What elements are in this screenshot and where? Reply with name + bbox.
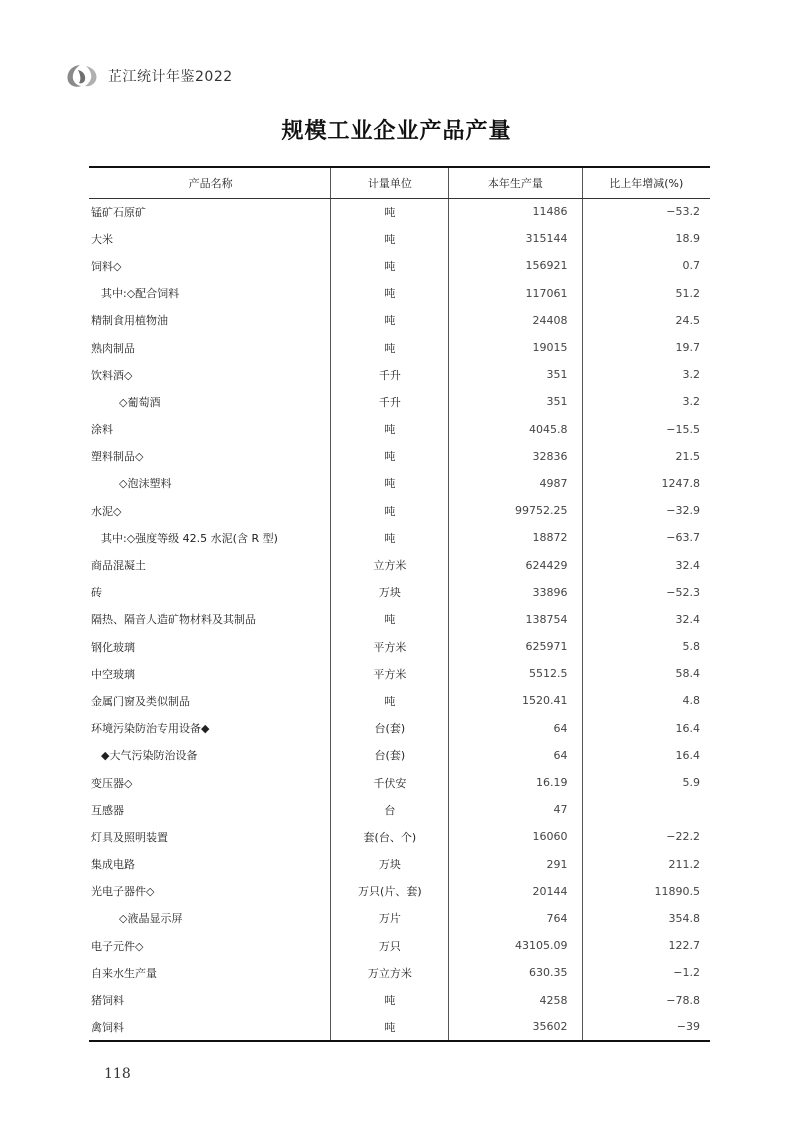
product-name-cell: 禽饲料 xyxy=(89,1014,331,1041)
product-name-cell: 饲料◇ xyxy=(91,259,122,273)
growth-cell: 1247.8 xyxy=(582,470,710,497)
growth-cell: 354.8 xyxy=(582,905,710,932)
growth-cell: 122.7 xyxy=(582,932,710,959)
product-name-cell: 砖 xyxy=(91,586,102,600)
table-row xyxy=(89,252,710,279)
unit-cell: 吨 xyxy=(331,443,449,470)
column-header-unit: 计量单位 xyxy=(331,167,449,198)
output-cell: 20144 xyxy=(449,878,582,905)
output-cell: 35602 xyxy=(449,1014,582,1041)
growth-cell: 4.8 xyxy=(582,687,710,714)
table-row xyxy=(89,769,710,796)
column-header-growth: 比上年增减(%) xyxy=(582,167,710,198)
table-body xyxy=(89,198,710,1041)
product-output-table xyxy=(89,166,710,1042)
output-cell: 630.35 xyxy=(449,959,582,986)
unit-cell: 千升 xyxy=(331,361,449,388)
unit-cell: 立方米 xyxy=(331,551,449,578)
output-cell: 138754 xyxy=(449,606,582,633)
product-name-cell: 锰矿石原矿 xyxy=(91,205,146,219)
product-name-cell: 大米 xyxy=(91,232,113,246)
unit-cell: 千升 xyxy=(331,388,449,415)
product-name-cell: 水泥◇ xyxy=(91,504,122,518)
output-cell: 156921 xyxy=(449,252,582,279)
growth-cell: 19.7 xyxy=(582,334,710,361)
table-row xyxy=(89,715,710,742)
growth-cell: −63.7 xyxy=(582,524,710,551)
growth-cell: 5.8 xyxy=(582,633,710,660)
unit-cell: 万立方米 xyxy=(331,959,449,986)
product-name-cell: 其中:◇强度等级 42.5 水泥(含 R 型) xyxy=(101,531,278,545)
product-name-cell: 电子元件◇ xyxy=(91,939,144,953)
growth-cell: −1.2 xyxy=(582,959,710,986)
output-cell: 33896 xyxy=(449,579,582,606)
unit-cell: 吨 xyxy=(331,280,449,307)
table-row xyxy=(89,551,710,578)
growth-cell: 3.2 xyxy=(582,388,710,415)
unit-cell: 吨 xyxy=(331,252,449,279)
product-name-cell: 变压器◇ xyxy=(91,776,133,790)
product-name-cell: 隔热、隔音人造矿物材料及其制品 xyxy=(91,613,256,627)
table-row xyxy=(89,198,710,225)
unit-cell: 吨 xyxy=(331,198,449,225)
output-cell: 18872 xyxy=(449,524,582,551)
unit-cell: 台(套) xyxy=(331,742,449,769)
growth-cell: −39 xyxy=(582,1014,710,1041)
growth-cell: −53.2 xyxy=(582,198,710,225)
unit-cell: 万只(片、套) xyxy=(331,878,449,905)
table-row xyxy=(89,959,710,986)
table-row xyxy=(89,307,710,334)
growth-cell: 24.5 xyxy=(582,307,710,334)
unit-cell: 吨 xyxy=(331,524,449,551)
table-header-row xyxy=(89,167,710,198)
unit-cell: 吨 xyxy=(331,687,449,714)
product-name-cell: 塑料制品◇ xyxy=(91,450,144,464)
output-cell: 764 xyxy=(449,905,582,932)
growth-cell: 16.4 xyxy=(582,715,710,742)
product-name-cell: 光电子器件◇ xyxy=(91,885,155,899)
growth-cell: −15.5 xyxy=(582,416,710,443)
unit-cell: 万块 xyxy=(331,851,449,878)
table-row xyxy=(89,687,710,714)
unit-cell: 吨 xyxy=(331,986,449,1013)
table-row xyxy=(89,361,710,388)
product-name-cell: 金属门窗及类似制品 xyxy=(91,694,190,708)
table-row xyxy=(89,878,710,905)
unit-cell: 吨 xyxy=(331,470,449,497)
product-name-cell: 灯具及照明装置 xyxy=(91,830,168,844)
table-row xyxy=(89,470,710,497)
unit-cell: 吨 xyxy=(331,416,449,443)
growth-cell: 32.4 xyxy=(582,606,710,633)
output-cell: 47 xyxy=(449,796,582,823)
output-cell: 315144 xyxy=(449,225,582,252)
product-name-cell: ◇葡萄酒 xyxy=(119,395,161,409)
growth-cell: −32.9 xyxy=(582,497,710,524)
unit-cell: 吨 xyxy=(331,225,449,252)
column-header-name: 产品名称 xyxy=(89,167,331,198)
page-title: 规模工业企业产品产量 xyxy=(281,118,512,144)
product-name-cell: ◆大气污染防治设备 xyxy=(101,749,198,763)
output-cell: 291 xyxy=(449,851,582,878)
product-name-cell: 精制食用植物油 xyxy=(91,314,168,328)
unit-cell: 套(台、个) xyxy=(331,823,449,850)
product-name-cell: 其中:◇配合饲料 xyxy=(101,287,180,301)
table-row xyxy=(89,388,710,415)
output-cell: 351 xyxy=(449,388,582,415)
unit-cell: 平方米 xyxy=(331,660,449,687)
output-cell: 16060 xyxy=(449,823,582,850)
growth-cell: 51.2 xyxy=(582,280,710,307)
growth-cell: 11890.5 xyxy=(582,878,710,905)
product-name-cell: 猪饲料 xyxy=(91,994,124,1008)
output-cell: 117061 xyxy=(449,280,582,307)
product-name-cell: 钢化玻璃 xyxy=(91,640,135,654)
growth-cell: 0.7 xyxy=(582,252,710,279)
growth-cell: 3.2 xyxy=(582,361,710,388)
unit-cell: 吨 xyxy=(331,1014,449,1041)
growth-cell: 5.9 xyxy=(582,769,710,796)
output-cell: 4258 xyxy=(449,986,582,1013)
output-cell: 64 xyxy=(449,742,582,769)
output-cell: 16.19 xyxy=(449,769,582,796)
running-header xyxy=(64,62,233,90)
growth-cell: −22.2 xyxy=(582,823,710,850)
output-cell: 99752.25 xyxy=(449,497,582,524)
growth-cell xyxy=(582,796,710,823)
table-row xyxy=(89,225,710,252)
growth-cell: 58.4 xyxy=(582,660,710,687)
table-row xyxy=(89,524,710,551)
product-name-cell: 集成电路 xyxy=(91,858,135,872)
output-cell: 624429 xyxy=(449,551,582,578)
output-cell: 351 xyxy=(449,361,582,388)
output-cell: 24408 xyxy=(449,307,582,334)
unit-cell: 吨 xyxy=(331,334,449,361)
table-row xyxy=(89,416,710,443)
unit-cell: 吨 xyxy=(331,606,449,633)
product-name-cell: 环境污染防治专用设备◆ xyxy=(91,722,210,736)
output-cell: 32836 xyxy=(449,443,582,470)
output-cell: 11486 xyxy=(449,198,582,225)
product-name-cell: 涂料 xyxy=(91,423,113,437)
growth-cell: 211.2 xyxy=(582,851,710,878)
table-row xyxy=(89,660,710,687)
page-number: 118 xyxy=(104,1066,131,1082)
growth-cell: 16.4 xyxy=(582,742,710,769)
product-name-cell: 中空玻璃 xyxy=(91,667,135,681)
table-row xyxy=(89,497,710,524)
output-cell: 43105.09 xyxy=(449,932,582,959)
output-cell: 5512.5 xyxy=(449,660,582,687)
book-title: 芷江统计年鉴2022 xyxy=(108,69,233,85)
unit-cell: 万只 xyxy=(331,932,449,959)
growth-cell: 32.4 xyxy=(582,551,710,578)
unit-cell: 万块 xyxy=(331,579,449,606)
growth-cell: −52.3 xyxy=(582,579,710,606)
output-cell: 4045.8 xyxy=(449,416,582,443)
growth-cell: −78.8 xyxy=(582,986,710,1013)
output-cell: 625971 xyxy=(449,633,582,660)
product-name-cell: 互感器 xyxy=(91,803,124,817)
product-name-cell: ◇泡沫塑料 xyxy=(119,477,172,491)
output-cell: 4987 xyxy=(449,470,582,497)
product-name-cell: 熟肉制品 xyxy=(91,341,135,355)
table-row xyxy=(89,280,710,307)
product-name-cell: 商品混凝土 xyxy=(91,559,146,573)
product-name-cell: 自来水生产量 xyxy=(91,966,157,980)
unit-cell: 平方米 xyxy=(331,633,449,660)
unit-cell: 台(套) xyxy=(331,715,449,742)
table-row xyxy=(89,796,710,823)
column-header-output: 本年生产量 xyxy=(449,167,582,198)
growth-cell: 18.9 xyxy=(582,225,710,252)
unit-cell: 万片 xyxy=(331,905,449,932)
unit-cell: 千伏安 xyxy=(331,769,449,796)
table-row xyxy=(89,1014,710,1041)
output-cell: 1520.41 xyxy=(449,687,582,714)
growth-cell: 21.5 xyxy=(582,443,710,470)
table-row xyxy=(89,823,710,850)
table-row xyxy=(89,905,710,932)
product-name-cell: ◇液晶显示屏 xyxy=(119,912,183,926)
table-row xyxy=(89,986,710,1013)
unit-cell: 吨 xyxy=(331,497,449,524)
yearbook-logo-icon xyxy=(64,62,102,90)
output-cell: 19015 xyxy=(449,334,582,361)
table-row xyxy=(89,334,710,361)
table-row xyxy=(89,443,710,470)
output-cell: 64 xyxy=(449,715,582,742)
table-row xyxy=(89,633,710,660)
product-name-cell: 饮料酒◇ xyxy=(91,368,133,382)
table-row xyxy=(89,932,710,959)
unit-cell: 吨 xyxy=(331,307,449,334)
table-row xyxy=(89,606,710,633)
table-row xyxy=(89,579,710,606)
unit-cell: 台 xyxy=(331,796,449,823)
table-row xyxy=(89,851,710,878)
table-row xyxy=(89,742,710,769)
